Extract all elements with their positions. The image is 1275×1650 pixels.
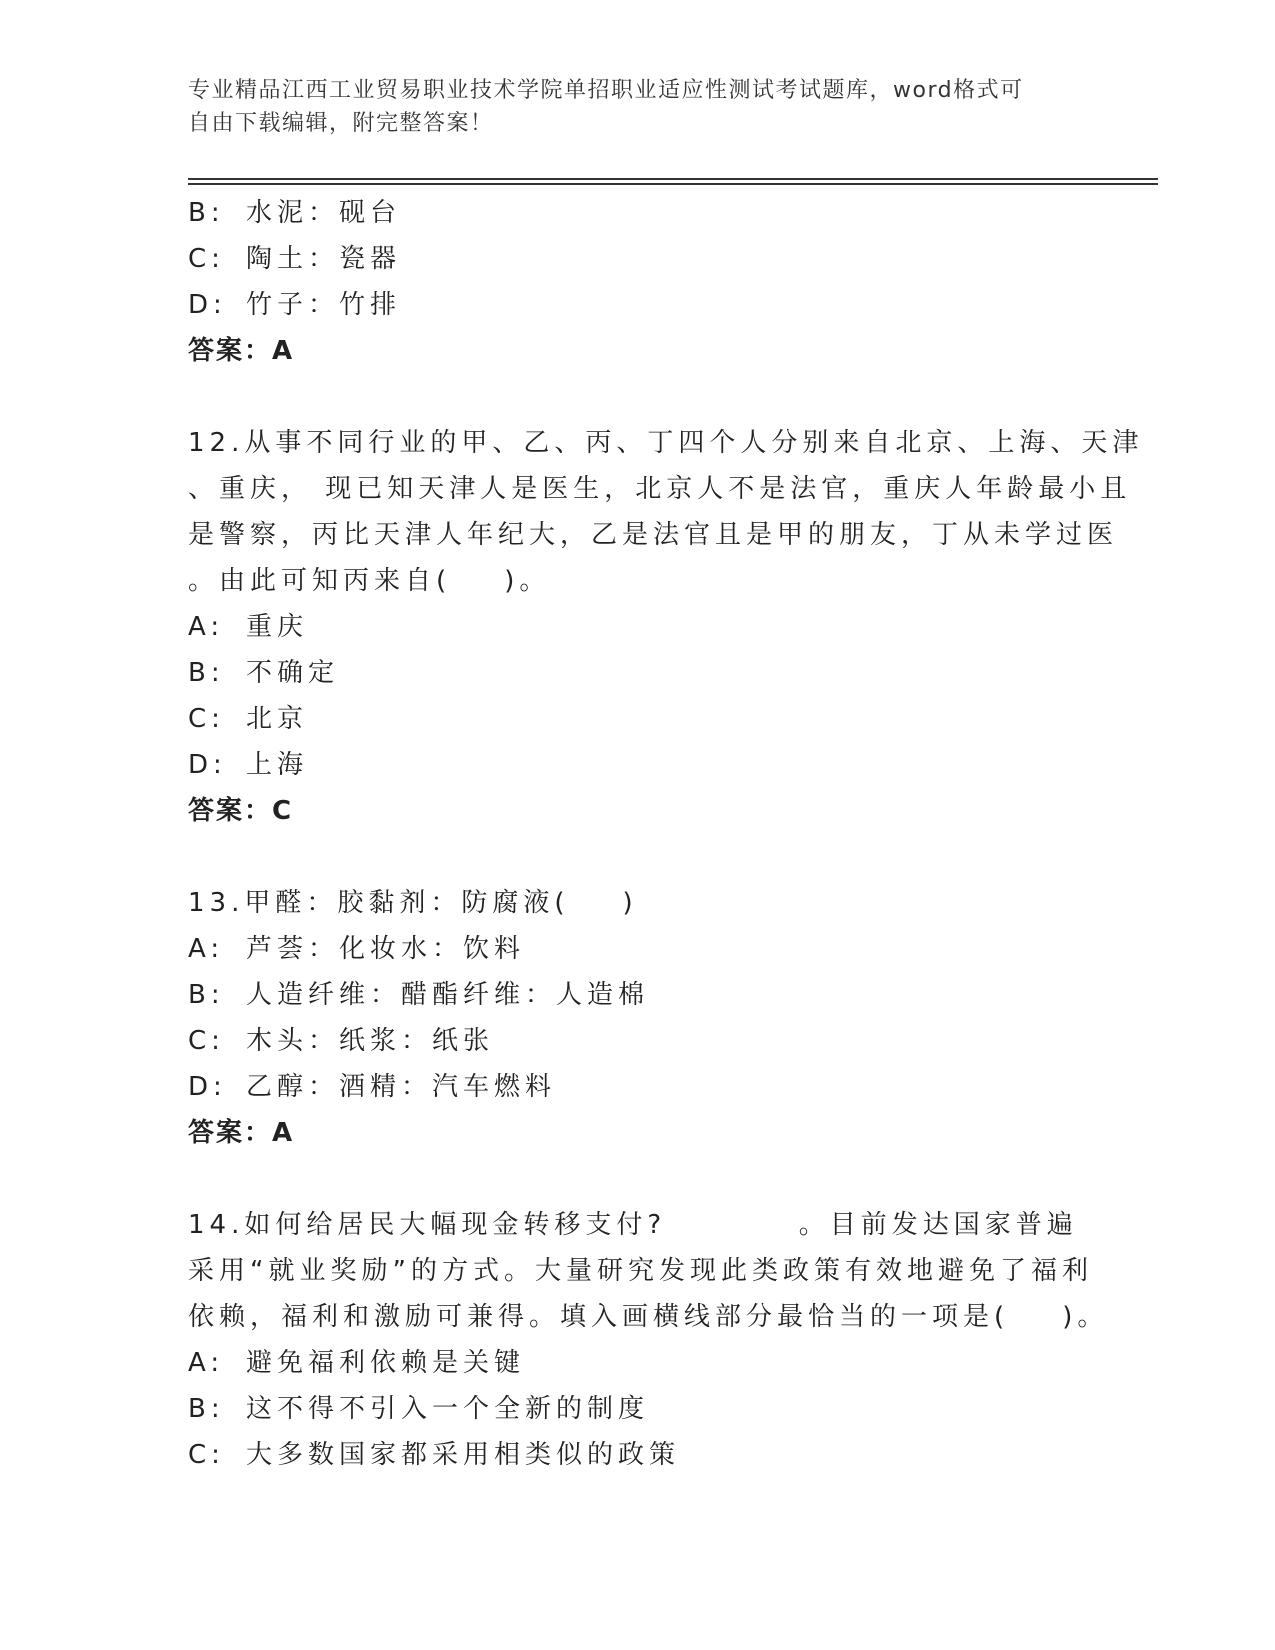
answer: 答案：C bbox=[188, 796, 294, 826]
question-13 bbox=[188, 880, 1088, 1156]
question-list bbox=[188, 190, 1144, 1478]
option-text: 木头：纸浆：纸张 bbox=[246, 1026, 495, 1056]
option-label: B: bbox=[188, 1394, 225, 1424]
option-text: 人造纤维：醋酯纤维：人造棉 bbox=[246, 980, 650, 1010]
option-a bbox=[188, 1340, 1088, 1386]
option-b bbox=[188, 650, 1088, 696]
option-label: D: bbox=[188, 1072, 227, 1102]
option-text: 上海 bbox=[246, 750, 309, 780]
option-label: B: bbox=[188, 980, 225, 1010]
option-d bbox=[188, 742, 1088, 788]
question-stem-line: 。由此可知丙来自( )。 bbox=[188, 566, 551, 596]
option-text: 大多数国家都采用相类似的政策 bbox=[246, 1440, 681, 1470]
spacer bbox=[188, 374, 1088, 420]
question-stem-line: 采用“就业奖励”的方式。大量研究发现此类政策有效地避免了福利 bbox=[188, 1256, 1093, 1286]
question-12 bbox=[188, 420, 1144, 834]
option-text: 陶土：瓷器 bbox=[246, 244, 402, 274]
question-stem-line: 13.甲醛：胶黏剂：防腐液( ) bbox=[188, 888, 638, 918]
option-label: A: bbox=[188, 934, 225, 964]
option-label: D: bbox=[188, 290, 227, 320]
spacer bbox=[188, 1156, 1088, 1202]
option-text: 北京 bbox=[246, 704, 309, 734]
option-d bbox=[188, 282, 1088, 328]
question-stem-line: 依赖，福利和激励可兼得。填入画横线部分最恰当的一项是( )。 bbox=[188, 1302, 1109, 1332]
option-c bbox=[188, 1432, 1088, 1478]
question-11-continued bbox=[188, 190, 1088, 374]
option-b bbox=[188, 1386, 1088, 1432]
question-stem-line: 是警察，丙比天津人年纪大，乙是法官且是甲的朋友，丁从未学过医 bbox=[188, 520, 1119, 550]
option-text: 水泥：砚台 bbox=[246, 198, 402, 228]
option-text: 芦荟：化妆水：饮料 bbox=[246, 934, 526, 964]
option-label: C: bbox=[188, 244, 225, 274]
answer: 答案：A bbox=[188, 336, 295, 366]
option-label: B: bbox=[188, 658, 225, 688]
option-text: 重庆 bbox=[246, 612, 309, 642]
option-label: B: bbox=[188, 198, 225, 228]
option-text: 乙醇：酒精：汽车燃料 bbox=[246, 1072, 557, 1102]
header-divider-top bbox=[188, 178, 1158, 180]
option-text: 这不得不引入一个全新的制度 bbox=[246, 1394, 650, 1424]
question-stem-line: 12.从事不同行业的甲、乙、丙、丁四个人分别来自北京、上海、天津 bbox=[188, 428, 1144, 458]
option-c bbox=[188, 696, 1088, 742]
option-b bbox=[188, 972, 1088, 1018]
option-text: 不确定 bbox=[246, 658, 340, 688]
option-b bbox=[188, 190, 1088, 236]
option-a bbox=[188, 604, 1088, 650]
option-a bbox=[188, 926, 1088, 972]
option-label: C: bbox=[188, 1440, 225, 1470]
question-stem-line: 、重庆， 现已知天津人是医生，北京人不是法官，重庆人年龄最小且 bbox=[188, 474, 1132, 504]
header-divider-bottom bbox=[188, 183, 1158, 185]
answer: 答案：A bbox=[188, 1118, 295, 1148]
option-label: C: bbox=[188, 1026, 225, 1056]
option-label: A: bbox=[188, 612, 225, 642]
option-c bbox=[188, 1018, 1088, 1064]
question-stem-line: 14.如何给居民大幅现金转移支付? 。目前发达国家普遍 bbox=[188, 1210, 1078, 1240]
option-label: A: bbox=[188, 1348, 225, 1378]
option-text: 避免福利依赖是关键 bbox=[246, 1348, 526, 1378]
question-14 bbox=[188, 1202, 1109, 1478]
option-text: 竹子：竹排 bbox=[246, 290, 402, 320]
document-header bbox=[188, 74, 1068, 140]
header-line-1: 专业精品江西工业贸易职业技术学院单招职业适应性测试考试题库，word格式可 bbox=[188, 78, 1024, 103]
spacer bbox=[188, 834, 1088, 880]
header-line-2: 自由下载编辑，附完整答案！ bbox=[188, 111, 494, 136]
option-label: C: bbox=[188, 704, 225, 734]
option-c bbox=[188, 236, 1088, 282]
option-d bbox=[188, 1064, 1088, 1110]
option-label: D: bbox=[188, 750, 227, 780]
